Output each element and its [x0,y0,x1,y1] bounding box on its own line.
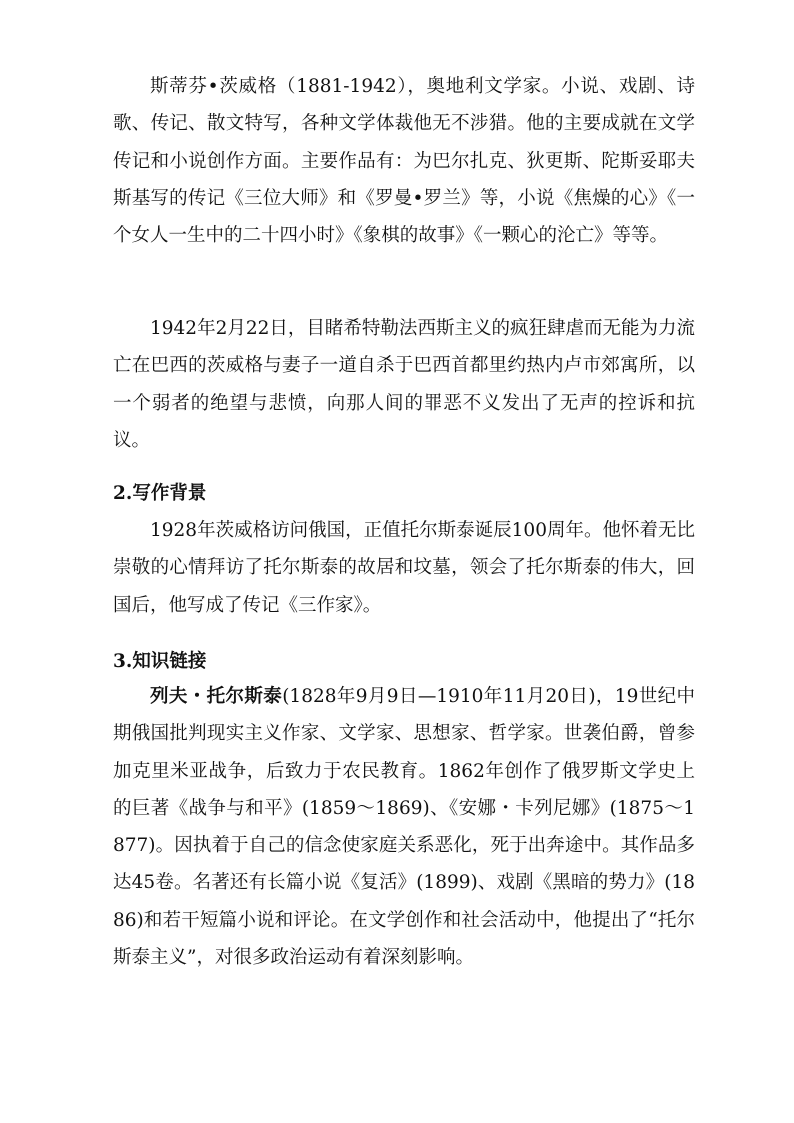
paragraph-writing-background: 1928年茨威格访问俄国，正值托尔斯泰诞辰100周年。他怀着无比崇敬的心情拜访了托尔斯泰的故居和坟墓，领会了托尔斯泰的伟大，回国后，他写成了传记《三作家》。 [113,520,695,616]
paragraph-tolstoy-bio [113,678,695,976]
section-heading-writing-background: 2.写作背景 [113,483,207,504]
intro-paragraph-zweig-bio: 斯蒂芬•茨威格（1881-1942），奥地利文学家。小说、戏剧、诗歌、传记、散文特写，各种文学体裁他无不涉猎。他的主要成就在文学传记和小说创作方面。主要作品有：为巴尔扎克、狄更斯、陀斯妥耶夫斯基写的传记《三位大师》和《罗曼•罗兰》等，小说《焦燥的心》《一个女人一生中的二十四小时》《象棋的故事》《一颗心的沦亡》等等。 [113,76,695,247]
tolstoy-name: 列夫・托尔斯泰 [150,686,283,707]
intro-paragraph-zweig-death: 1942年2月22日，目睹希特勒法西斯主义的疯狂肆虐而无能为力流亡在巴西的茨威格与妻子一道自杀于巴西首都里约热内卢市郊寓所，以一个弱者的绝望与悲愤，向那人间的罪恶不义发出了无声的控诉和抗议。 [113,318,695,451]
tolstoy-bio-text: (1828年9月9日—1910年11月20日)，19世纪中期俄国批判现实主义作家、文学家、思想家、哲学家。世袭伯爵，曾参加克里米亚战争，后致力于农民教育。1862年创作了俄罗斯文学史上的巨著《战争与和平》(1859～1869)、《安娜・卡列尼娜》(1875～1877)。因执着于自己的信念使家庭关系恶化，死于出奔途中。其作品多达45卷。名著还有长篇小说《复活》(1899)、戏剧《黑暗的势力》(1886)和若干短篇小说和评论。在文学创作和社会活动中，他提出了“托尔斯泰主义”，对很多政治运动有着深刻影响。 [113,686,695,969]
section-heading-knowledge-link: 3.知识链接 [113,651,207,672]
